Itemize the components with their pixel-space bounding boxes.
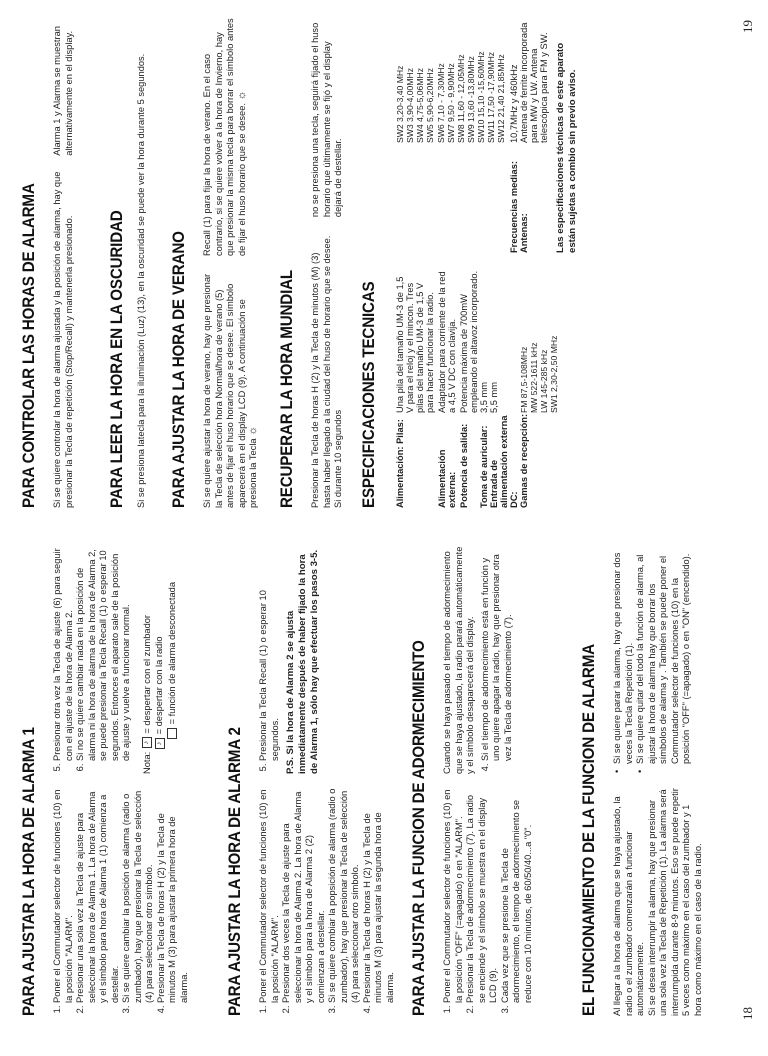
heading-verano: PARA AJUSTAR LA HORA DE VERANO <box>170 231 188 508</box>
spec-label: Frecuencias medias: <box>508 161 519 253</box>
spec-label: Gamas de recepción: <box>519 413 529 508</box>
band-item: LW 145-285 kHz <box>539 349 550 413</box>
alarm-paragraph-2: Si se desea interrumpir la alarma, hay que presionar una sola vez la Tecla de Repetición (1). La alarma será interrumpida durante 8-9 minutos. Eso se puede repetir 5 veces como máximo en el caso del zumbador y 1 hora como máximo en el caso de la radio. <box>646 788 703 1016</box>
spec-label: Potencia de salida: <box>459 423 469 508</box>
list-item: 3. Si se quiere cambiar la posición de alarma (radio o zumbador), hay que presionar la Tecla de selección (4) para seleccionar otro símbolo. <box>121 788 156 1003</box>
nota-buzzer: = despertar con el zumbador <box>141 614 152 734</box>
heading-oscuridad: PARA LEER LA HORA EN LA OSCURIDAD <box>108 210 126 508</box>
list-item: 4. Presionar la Tecla de horas H (2) y la Tecla de minutos M (3) para ajustar la segunda hora de alarma. <box>362 788 397 1003</box>
heading-alarma-2: PARA AJUSTAR LA HORA DE ALARMA 2 <box>226 727 244 1016</box>
list-item: 2. Presionar una sola vez la Tecla de ajuste para seleccionar la hora de Alarma 1. La hora de Alarma y el símbolo para hora de Alarma 1 (1) comienza a destellar. <box>75 788 121 1003</box>
band-item: SW4 4,75-5,06MHz <box>415 68 426 143</box>
band-item: SW5 5,90-6,20MHz <box>425 68 436 143</box>
sw-band-list <box>395 18 507 143</box>
verano-paragraph-2: Recall (1) para fijar la hora de verano. En el caso contrario, si se quiere volver a la hora de Invierno, hay que presionar la misma tecla para borrar el símbolo antes de fijar el huso horario que se desee. <box>202 18 247 256</box>
alarma-1-body <box>52 546 190 1016</box>
spec-frecuencias <box>509 18 519 253</box>
page-left <box>0 528 768 1056</box>
list-item: 5. Presionar otra vez la Tecla de ajuste (6) para seguir con el ajuste de la hora de Alarma 2. <box>52 546 75 761</box>
spec-externa <box>437 268 457 508</box>
sun-icon: ☼ <box>235 90 248 101</box>
page-number-right: 19 <box>740 20 755 33</box>
heading-alarma-1: PARA AJUSTAR LA HORA DE ALARMA 1 <box>20 727 38 1016</box>
alarm-off-icon <box>167 728 177 739</box>
spec-toma <box>479 268 489 508</box>
list-item: 3. Cada vez que se presione la Tecla de adormecimiento, el tiempo de adormecimiento se reduce con 10 minutos, de 60/50/40...a "0". <box>500 788 535 1003</box>
section-alarma-1 <box>20 556 48 1016</box>
band-item: SW1 2,30-2,50 MHz <box>549 335 560 413</box>
section-mundial <box>278 18 306 508</box>
band-item: SW11 17,50 -17,90MHz <box>486 51 497 143</box>
mundial-paragraph-2: no se presiona una tecla, seguirá fijado el huso horario que últimamente se fijó y el display dejará de destellar. <box>310 22 344 218</box>
heading-adormecimiento: PARA AJUSTAR LA FUNCION DE ADORMECIMIENTO <box>410 640 428 1016</box>
section-adormecimiento <box>410 556 438 1016</box>
band-item: SW2 3,20-3,40 MHz <box>395 65 405 143</box>
verano-col-a <box>202 270 260 508</box>
list-item: 2. Presionar la Tecla de adormecimiento (7). La radio se enciende y el símbolo se muestra en el display LCD (9). <box>465 788 500 1003</box>
nota-off: = función de alarma desconectada <box>166 582 177 725</box>
verano-col-b <box>202 18 260 256</box>
spec-value: 3,5 mm <box>479 382 489 413</box>
heading-controlar: PARA CONTROLAR LAS HORAS DE ALARMA <box>20 183 38 508</box>
spec-label: Antenas: <box>518 213 529 253</box>
section-verano <box>170 18 198 508</box>
adormecimiento-col-b <box>442 546 534 774</box>
nota-block <box>141 546 179 774</box>
spec-label: Alimentación: <box>395 446 405 508</box>
list-item: 5. Presionar la Tecla Recall (1) o esperar 10 segundos. <box>258 546 281 761</box>
section-oscuridad <box>108 18 148 508</box>
heading-funcionamiento: EL FUNCIONAMIENTO DE LA FUNCION DE ALARMA <box>580 644 598 1016</box>
buzzer-icon: ♪ <box>142 737 152 748</box>
spec-value: Potencia máxima de 700mW empleando el altavoz incorporado. <box>459 270 479 413</box>
spec-label: Alimentación externa: <box>437 449 457 508</box>
list-item: • Si se quiere parar la alarma, hay que presionar dos veces la Tecla Repetición (1). <box>612 546 635 764</box>
nota-radio: = despertar con la radio <box>154 636 165 735</box>
spec-value: 5,5 mm <box>489 382 499 413</box>
sun-icon: ☼ <box>247 425 260 436</box>
alarma-2-body <box>258 546 396 1016</box>
radio-icon: ♪ <box>155 738 165 749</box>
adormecimiento-body <box>442 546 534 1016</box>
band-item: SW9 13,60 -13,80MHz <box>465 56 476 143</box>
spec-label: Toma de auricular: <box>479 425 489 508</box>
band-item: SW7 9,50 - 9,90MHz <box>445 63 456 143</box>
spec-sublabel: Pilas: <box>395 419 405 444</box>
spec-value: Adaptador para corriente de la red a 4,5 V DC con clavija. <box>437 271 457 413</box>
section-funcionamiento <box>580 556 608 1016</box>
band-item: SW8 11,60 - 12,05MHz <box>455 54 466 143</box>
funcionamiento-col-b <box>612 546 704 774</box>
alarma-1-col-a <box>52 788 190 1016</box>
spec-label: Entrada de alimentación externa DC: <box>489 415 519 508</box>
band-item: SW6 7,10 - 7,30MHz <box>435 63 446 143</box>
spec-value <box>519 268 560 413</box>
list-item: 4. Si el tiempo de adormecimiento está en función y uno quiere apagar la radio, hay que presionar otra vez la Tecla de adormecimiento (7). <box>480 546 515 761</box>
spec-pilas <box>395 268 435 508</box>
page-number-left: 18 <box>740 1007 755 1020</box>
adormecimiento-col-a <box>442 788 534 1016</box>
nota-label: Nota: <box>141 751 152 774</box>
oscuridad-paragraph: Si se presiona latecla para la iluminación (Luz) (13), en la oscuridad se puede ver la hora durante 5 segundos. <box>136 53 146 508</box>
alarma-1-col-b <box>52 546 190 774</box>
list-item: 2. Presionar dos veces la Tecla de ajuste para seleccionar la hora de Alarma 2. La hora de Alarma y el símbolo para la hora de Alarma 2 (2) comienzan a destellar. <box>281 788 327 1003</box>
band-item: SW12 21,40 21,85MHz <box>496 54 507 143</box>
band-item: FM 87,5-108MHz <box>519 346 529 413</box>
controlar-paragraph-2: Alarma 1 y Alarma se muestran alternativamente en el display. <box>52 26 74 156</box>
specs-disclaimer: Las especificaciones técnicas de este aparato están sujetas a combio sin previo aviso. <box>554 42 578 253</box>
sleep-paragraph: Cuando se haya pasado el tiempo de adormecimiento que se haya ajustado, la radio parará automáticamente y el símbolo desaparecerá del display. <box>442 546 476 774</box>
spec-value: 10,7MHz y 460kHz <box>508 64 519 143</box>
specs-col-a <box>395 268 560 508</box>
controlar-body <box>52 18 75 508</box>
alarma-2-col-a <box>258 788 396 1016</box>
band-item: SW10 15,10 -15,60MHz <box>476 51 487 143</box>
mundial-body <box>310 18 345 508</box>
specs-col-b <box>395 18 579 253</box>
list-item: 1. Poner el Commutador selector de funciones (10) en la posición "ALARM". <box>52 788 75 1003</box>
band-item: MW 522-1611 kHz <box>529 342 540 413</box>
list-item: 3. Si se quiere combiar la popsición de alarma (radio o zumbador), hay que presionar la Tecla de selección (4) para seleccionar otro símbolo. <box>327 788 362 1003</box>
spec-value: Antena de ferrite incorporada para MW y LW. Antena telescópica para FM y SW. <box>518 22 549 143</box>
list-item: 1. Poner el Commutador selector de funciones (10) en la posición "ALARM". <box>258 788 281 1003</box>
spec-antenas <box>519 18 549 253</box>
controlar-paragraph-1: Si se quiere controlar la hora de alarma ajustada y la posición de alarma, hay que presionar la Tecla de repetición (Stop/Recall) y mantenerla presionado. <box>52 171 74 508</box>
verano-paragraph-1: Si se quiere ajustar la hora de verano, hay que presionar la Tecla de selección hora Normal/hora de verano (5) antes de fijar el huso horario que se desee. El símbolo aparecerá en el display LCD (9). A continuación se presiona la Tecla <box>202 273 259 508</box>
funcionamiento-body <box>612 546 704 1016</box>
alarma-2-col-b <box>258 546 396 774</box>
alarm-paragraph-1: Al llegar a la hora de alarma que se haya ajustado, la radio o el zumbador comenzarán a funcionar automáticamente. <box>612 796 646 1016</box>
spec-value: Una pila del tamaño UM-3 de 1,5 V para el reloj y el mincon. Tres pilas del tamaño UM-3 de 1,5 V para hacer funcionar la radio. <box>395 276 435 413</box>
spec-potencia <box>459 268 479 508</box>
list-item: 1. Poner el Commutador selector de funciones (10) en la posición "OFF" (=apagado) o en "ALARM". <box>442 788 465 1003</box>
heading-mundial: RECUPERAR LA HORA MUNDIAL <box>278 270 296 508</box>
funcionamiento-col-a <box>612 788 704 1016</box>
list-item: • Si se quiere quitar del todo la función de alarma, al ajustar la hora de alarma hay que borrar los símbolos de alarma y . También se puede poner el Commutador selector de funciones (10) en la posición "OFF" (=apagado) o en "ON" (encendido). <box>635 546 693 764</box>
verano-body <box>202 18 260 508</box>
section-alarma-2 <box>226 556 254 1016</box>
ps-note: P.S. Si la hora de Alarma 2 se ajusta inmediatamente después de haber fijado la hora de Alarma 1, sólo hay que efectuar los pasos 3-5. <box>285 549 321 774</box>
list-item: 6. Si no se quiere cambiar nada en la posición de alarma ni la hora de alarma de la hora de Alarma 2, se puede presionar la Tecla Recall (1) o esperar 10 segundos. Entonces el aparato sale de la posición de ajuste y vuelve a funcionar normal. <box>75 546 133 761</box>
mundial-paragraph-1: Presionar la Tecla de horas H (2) y la Tecla de minutos (M) (3) hasta haber llegado a la ciudad del huso de horario que se desee. Si durante 10 segundos <box>310 235 344 508</box>
band-item: SW3 3,90-4,00MHz <box>405 68 416 143</box>
spec-entrada <box>489 268 519 508</box>
list-item: 4. Presionar la Tecla de horas H (2) y la Tecla de minutos M (3) para ajustar la primera hora de alarma. <box>156 788 191 1003</box>
spec-gamas <box>519 268 560 508</box>
section-controlar <box>20 18 48 508</box>
section-specs <box>360 18 388 508</box>
heading-specs: ESPECIFICACIONES TECNICAS <box>360 281 378 508</box>
